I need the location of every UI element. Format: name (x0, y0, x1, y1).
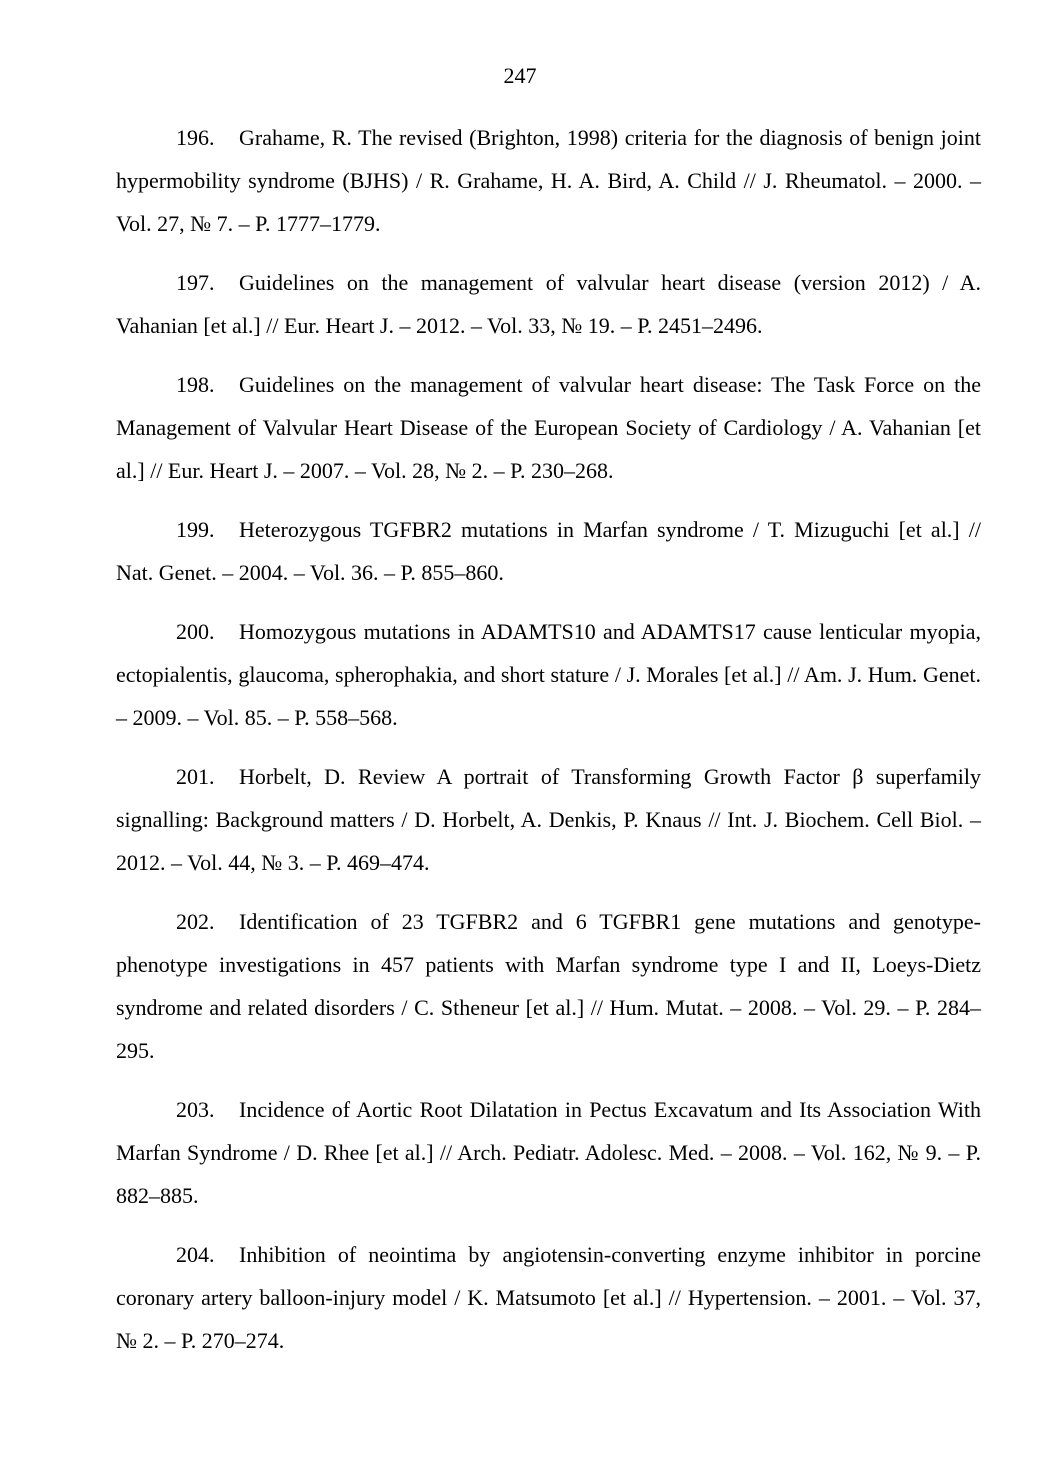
reference-text: Incidence of Aortic Root Dilatation in Pectus Excavatum and Its Association With Marfan Syndrome / D. Rhee [et al.] // Arch. Pediatr. Adolesc. Med. – 2008. – Vol. 162, № 9. – P. 882–885. (116, 1097, 981, 1208)
reference-item (116, 261, 981, 347)
reference-number: 197. (176, 270, 215, 295)
reference-text: Identification of 23 TGFBR2 and 6 TGFBR1 gene mutations and genotype-phenotype investigations in 457 patients with Marfan syndrome type I and II, Loeys-Dietz syndrome and related disorders / C. Stheneur [et al.] // Hum. Mutat. – 2008. – Vol. 29. – P. 284–295. (116, 909, 981, 1063)
reference-text: Inhibition of neointima by angiotensin-converting enzyme inhibitor in porcine coronary artery balloon-injury model / K. Matsumoto [et al.] // Hypertension. – 2001. – Vol. 37, № 2. – P. 270–274. (116, 1242, 981, 1353)
reference-item (116, 363, 981, 492)
reference-number: 202. (176, 909, 215, 934)
reference-number: 196. (176, 125, 215, 150)
reference-number: 203. (176, 1097, 215, 1122)
reference-text: Homozygous mutations in ADAMTS10 and ADAMTS17 cause lenticular myopia, ectopialentis, glaucoma, spherophakia, and short stature / J. Morales [et al.] // Am. J. Hum. Genet. – 2009. – Vol. 85. – P. 558–568. (116, 619, 981, 730)
reference-number: 198. (176, 372, 215, 397)
reference-number: 204. (176, 1242, 215, 1267)
reference-item (116, 1233, 981, 1362)
reference-item (116, 1088, 981, 1217)
reference-text: Heterozygous TGFBR2 mutations in Marfan syndrome / T. Mizuguchi [et al.] // Nat. Genet. – 2004. – Vol. 36. – P. 855–860. (116, 517, 981, 585)
page-number: 247 (503, 63, 537, 88)
reference-number: 201. (176, 764, 215, 789)
reference-list (116, 116, 981, 1378)
reference-text: Guidelines on the management of valvular heart disease: The Task Force on the Management of Valvular Heart Disease of the European Society of Cardiology / A. Vahanian [et al.] // Eur. Heart J. – 2007. – Vol. 28, № 2. – P. 230–268. (116, 372, 981, 483)
reference-text: Guidelines on the management of valvular heart disease (version 2012) / A. Vahanian [et al.] // Eur. Heart J. – 2012. – Vol. 33, № 19. – P. 2451–2496. (116, 270, 981, 338)
reference-item (116, 900, 981, 1072)
reference-text: Horbelt, D. Review A portrait of Transforming Growth Factor β superfamily signalling: Background matters / D. Horbelt, A. Denkis, P. Knaus // Int. J. Biochem. Cell Biol. – 2012. – Vol. 44, № 3. – P. 469–474. (116, 764, 981, 875)
reference-number: 200. (176, 619, 215, 644)
reference-item (116, 508, 981, 594)
reference-text: Grahame, R. The revised (Brighton, 1998) criteria for the diagnosis of benign joint hypermobility syndrome (BJHS) / R. Grahame, H. A. Bird, A. Child // J. Rheumatol. – 2000. – Vol. 27, № 7. – P. 1777–1779. (116, 125, 981, 236)
reference-item (116, 755, 981, 884)
reference-number: 199. (176, 517, 215, 542)
reference-item (116, 610, 981, 739)
reference-item (116, 116, 981, 245)
